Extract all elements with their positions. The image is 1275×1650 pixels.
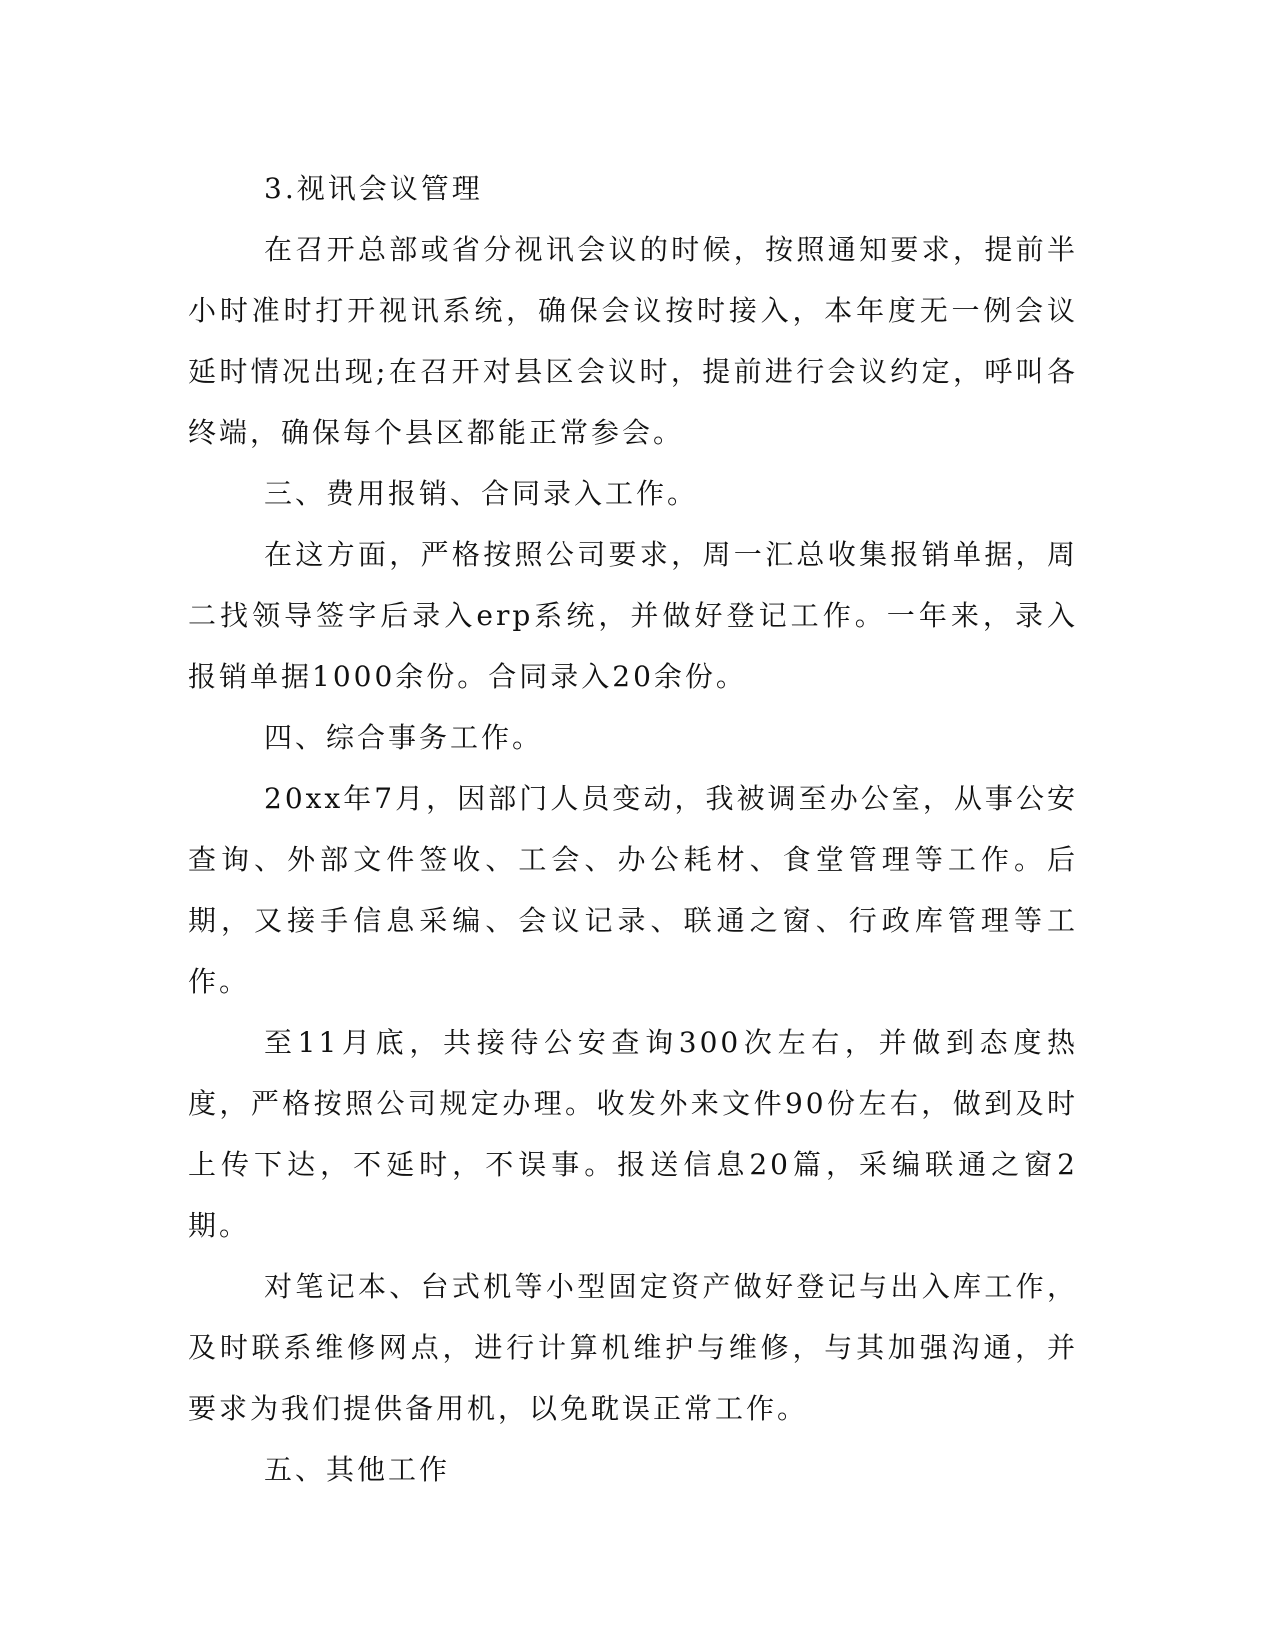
section-heading-expense-contract: 三、费用报销、合同录入工作。 bbox=[264, 477, 699, 510]
paragraph-fixed-assets: 对笔记本、台式机等小型固定资产做好登记与出入库工作，及时联系维修网点，进行计算机维护与维修，与其加强沟通，并要求为我们提供备用机，以免耽误正常工作。 bbox=[188, 1270, 1078, 1425]
paragraph-expense-contract: 在这方面，严格按照公司要求，周一汇总收集报销单据，周二找领导签字后录入erp系统，并做好登记工作。一年来，录入报销单据1000余份。合同录入20余份。 bbox=[188, 538, 1078, 693]
section-heading-video-conference: 3.视讯会议管理 bbox=[264, 172, 483, 205]
section-heading-general-affairs: 四、综合事务工作。 bbox=[264, 721, 544, 754]
paragraph-general-affairs: 20xx年7月，因部门人员变动，我被调至办公室，从事公安查询、外部文件签收、工会、办公耗材、食堂管理等工作。后期，又接手信息采编、会议记录、联通之窗、行政库管理等工作。 bbox=[188, 782, 1078, 998]
document-body bbox=[188, 158, 1078, 1500]
paragraph-november-summary: 至11月底，共接待公安查询300次左右，并做到态度热度，严格按照公司规定办理。收发外来文件90份左右，做到及时上传下达，不延时，不误事。报送信息20篇，采编联通之窗2期。 bbox=[188, 1026, 1078, 1242]
paragraph-video-conference: 在召开总部或省分视讯会议的时候，按照通知要求，提前半小时准时打开视讯系统，确保会议按时接入，本年度无一例会议延时情况出现;在召开对县区会议时，提前进行会议约定，呼叫各终端，确保每个县区都能正常参会。 bbox=[188, 233, 1078, 449]
section-heading-other-work: 五、其他工作 bbox=[264, 1453, 451, 1486]
